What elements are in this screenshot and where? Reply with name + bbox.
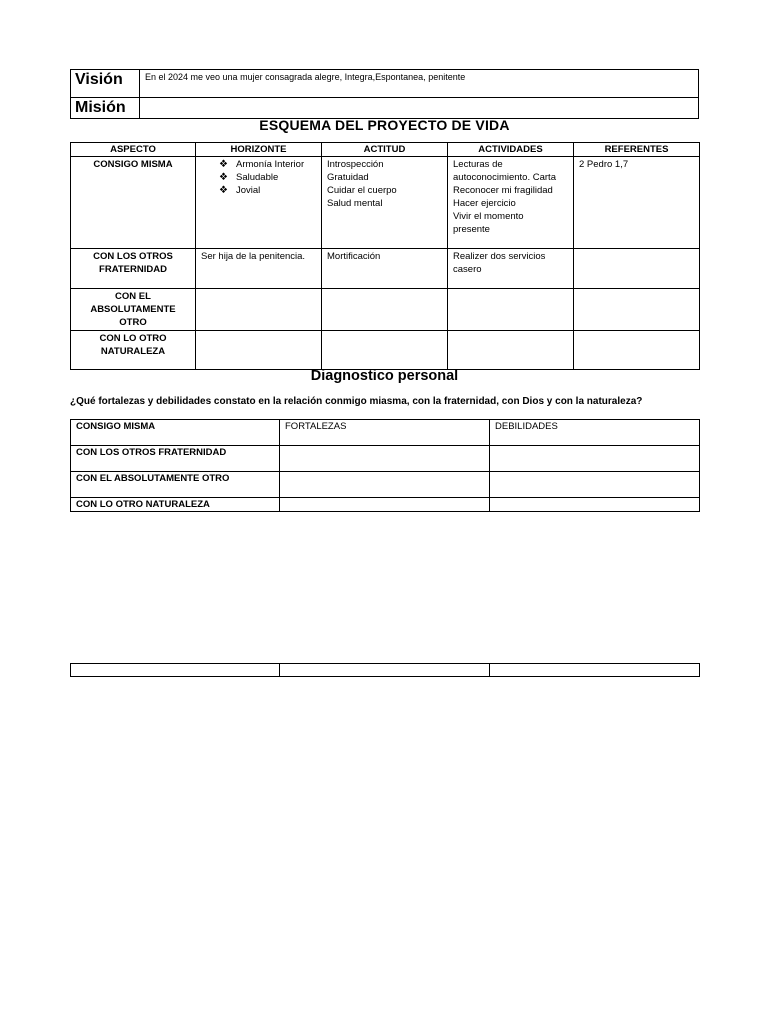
actitud-line: Gratuidad	[327, 172, 369, 183]
bullet-text: Armonía Interior	[236, 159, 305, 170]
aspecto-text: CON LO OTRO	[99, 333, 167, 344]
table-row	[71, 289, 700, 331]
bullet-text: Jovial	[236, 185, 261, 196]
empty-cell	[490, 664, 700, 677]
table-row	[71, 664, 700, 677]
diamond-bullet-icon: ❖	[219, 159, 228, 170]
actitud-line: Introspección	[327, 159, 384, 170]
diagnostico-table	[70, 419, 700, 512]
actitud-cell	[322, 289, 448, 331]
table-row	[71, 157, 700, 249]
actividades-line: presente	[453, 224, 490, 235]
horizonte-list	[201, 158, 316, 197]
actitud-cell	[322, 157, 448, 249]
referentes-cell	[574, 331, 700, 370]
header-actitud: ACTITUD	[322, 143, 448, 157]
referentes-cell	[574, 249, 700, 289]
diag-col3	[490, 446, 700, 472]
header-actividades: ACTIVIDADES	[448, 143, 574, 157]
actividades-line: Realizer dos servicios	[453, 251, 546, 262]
actitud-line: Cuidar el cuerpo	[327, 185, 397, 196]
referentes-cell	[574, 289, 700, 331]
actividades-line: Hacer ejercicio	[453, 198, 516, 209]
aspecto-text: CON LOS OTROS	[93, 251, 173, 262]
referentes-cell	[574, 157, 700, 249]
aspecto-text: CON EL ABSOLUTAMENTE	[90, 291, 176, 315]
actitud-cell	[322, 331, 448, 370]
mision-row	[71, 98, 699, 119]
table-row	[71, 446, 700, 472]
actividades-line: autoconocimiento. Carta	[453, 172, 556, 183]
actividades-cell	[448, 331, 574, 370]
vision-label: Visión	[71, 70, 140, 98]
actividades-cell	[448, 157, 574, 249]
empty-cell	[280, 664, 490, 677]
header-referentes: REFERENTES	[574, 143, 700, 157]
aspecto-cell	[71, 249, 196, 289]
bullet-text: Saludable	[236, 172, 279, 183]
diamond-bullet-icon: ❖	[219, 185, 228, 196]
actividades-line: Reconocer mi fragilidad	[453, 185, 553, 196]
schema-title: ESQUEMA DEL PROYECTO DE VIDA	[259, 117, 510, 133]
schema-header-row	[71, 143, 700, 157]
header-aspecto: ASPECTO	[71, 143, 196, 157]
diagnostico-title: Diagnostico personal	[310, 368, 459, 384]
actitud-cell	[322, 249, 448, 289]
header-horizonte: HORIZONTE	[196, 143, 322, 157]
horizonte-line: Ser hija de la penitencia.	[201, 251, 306, 262]
mision-label: Misión	[71, 98, 140, 119]
actividades-line: Vivir el momento	[453, 211, 524, 222]
mision-text	[140, 98, 699, 119]
diag-col3	[490, 498, 700, 512]
diag-col2	[280, 472, 490, 498]
diag-col2	[280, 446, 490, 472]
aspecto-text: CONSIGO MISMA	[93, 159, 173, 170]
actitud-line: Mortificación	[327, 251, 381, 262]
actividades-line: Lecturas de	[453, 159, 503, 170]
vision-mision-table	[70, 69, 699, 119]
schema-table	[70, 142, 700, 370]
aspecto-text: OTRO	[119, 317, 147, 328]
diag-label: CON EL ABSOLUTAMENTE OTRO	[71, 472, 280, 498]
vision-text: En el 2024 me veo una mujer consagrada alegre, Integra,Espontanea, penitente	[140, 70, 699, 98]
actitud-line: Salud mental	[327, 198, 383, 209]
horizonte-cell	[196, 331, 322, 370]
aspecto-cell	[71, 331, 196, 370]
table-row	[71, 498, 700, 512]
diag-label: CONSIGO MISMA	[71, 420, 280, 446]
list-item	[219, 184, 316, 197]
list-item	[219, 158, 316, 171]
table-row	[71, 249, 700, 289]
aspecto-cell	[71, 157, 196, 249]
diag-col3: DEBILIDADES	[490, 420, 700, 446]
empty-table	[70, 663, 700, 677]
diag-col3	[490, 472, 700, 498]
actividades-line: casero	[453, 264, 482, 275]
aspecto-cell	[71, 289, 196, 331]
table-row	[71, 472, 700, 498]
empty-cell	[71, 664, 280, 677]
aspecto-text: FRATERNIDAD	[99, 264, 167, 275]
diag-label: CON LOS OTROS FRATERNIDAD	[71, 446, 280, 472]
horizonte-cell	[196, 289, 322, 331]
referentes-line: 2 Pedro 1,7	[579, 159, 629, 170]
diag-col2: FORTALEZAS	[280, 420, 490, 446]
actividades-cell	[448, 289, 574, 331]
horizonte-cell	[196, 157, 322, 249]
actividades-cell	[448, 249, 574, 289]
diag-col2	[280, 498, 490, 512]
horizonte-cell	[196, 249, 322, 289]
table-row	[71, 420, 700, 446]
list-item	[219, 171, 316, 184]
diag-label: CON LO OTRO NATURALEZA	[71, 498, 280, 512]
diagnostico-question: ¿Qué fortalezas y debilidades constato en la relación conmigo miasma, con la fraternidad, con Dios y con la naturaleza?	[70, 396, 643, 407]
diamond-bullet-icon: ❖	[219, 172, 228, 183]
aspecto-text: NATURALEZA	[100, 346, 166, 357]
vision-row	[71, 70, 699, 98]
table-row	[71, 331, 700, 370]
